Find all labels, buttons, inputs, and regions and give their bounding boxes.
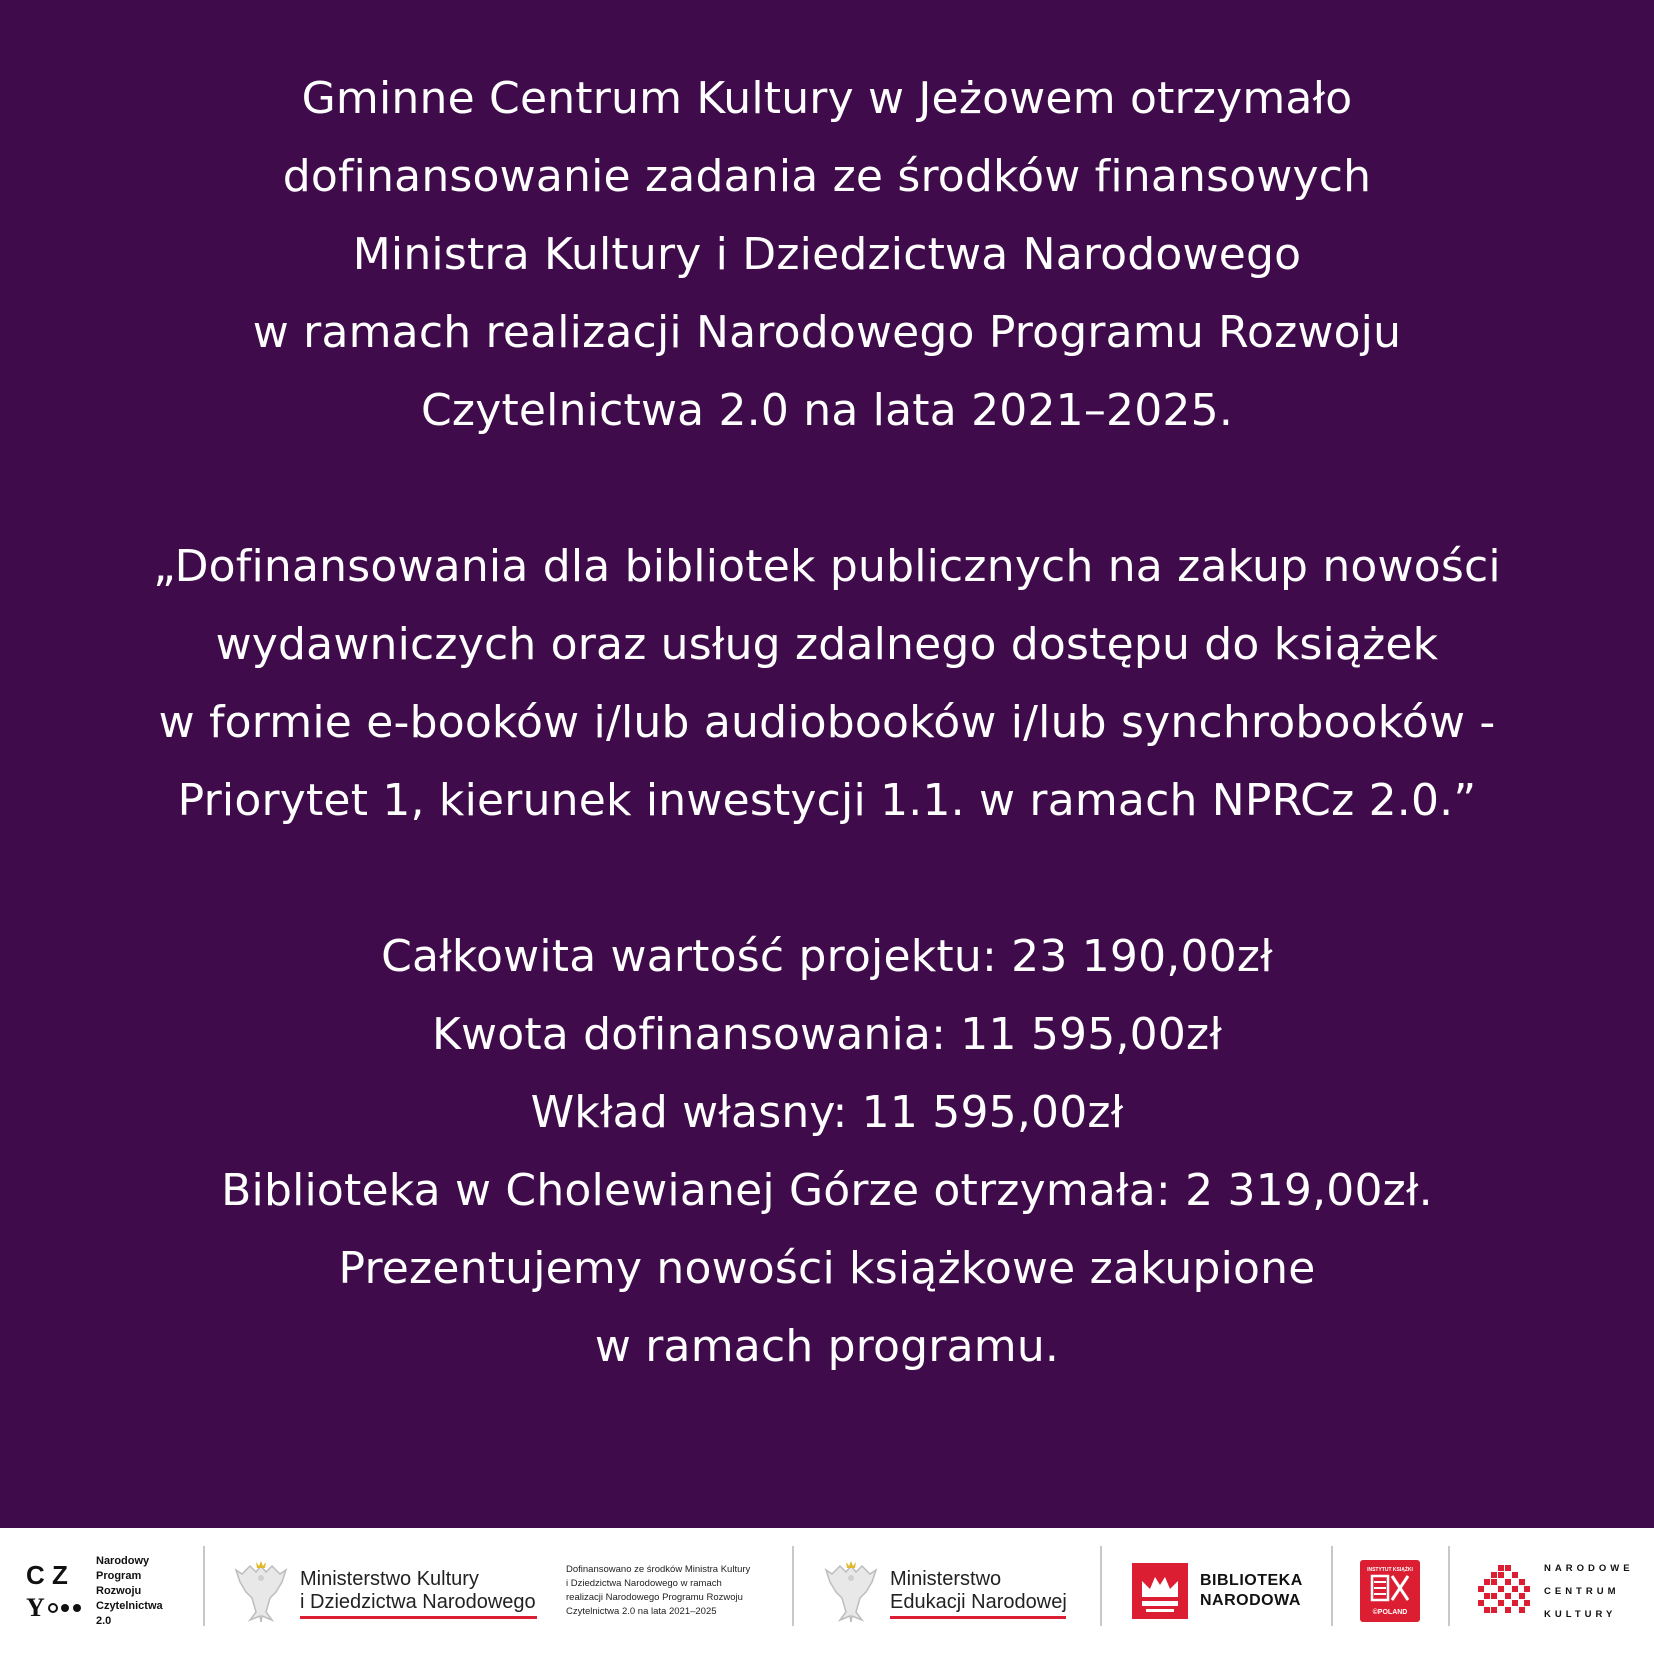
intro-paragraph (40, 60, 1614, 450)
eagle-emblem-icon (232, 1558, 290, 1624)
bn-logo (1132, 1528, 1303, 1654)
quote-line: w formie e-booków i/lub audiobooków i/lub synchrobooków - (158, 697, 1496, 748)
divider (1100, 1546, 1102, 1626)
mkidn-label: Ministerstwo Kultury i Dziedzictwa Narodowego (300, 1568, 536, 1613)
men-label: Ministerstwo Edukacji Narodowej (890, 1568, 1067, 1613)
book-institute-icon (1360, 1560, 1420, 1622)
divider (792, 1546, 794, 1626)
finance-details (40, 918, 1614, 1386)
intro-line: Gminne Centrum Kultury w Jeżowem otrzymało (301, 73, 1353, 124)
funding-note: Dofinansowano ze środków Ministra Kultury i Dziedzictwa Narodowego w ramach realizacji Narodowego Programu Rozwoju Czytelnictwa 2.0 na lata 2021–2025 (566, 1564, 751, 1617)
men-logo (822, 1528, 1067, 1654)
svg-text:©POLAND: ©POLAND (1372, 1609, 1408, 1616)
own-contribution: Wkład własny: 11 595,00zł (530, 1087, 1124, 1138)
divider (1331, 1546, 1333, 1626)
library-amount: Biblioteka w Cholewianej Górze otrzymała: 2 319,00zł. (221, 1165, 1433, 1216)
mkidn-logo (232, 1528, 536, 1654)
presentation-line: Prezentujemy nowości książkowe zakupione (338, 1243, 1316, 1294)
eagle-emblem-icon (822, 1558, 880, 1624)
total-value: Całkowita wartość projektu: 23 190,00zł (381, 931, 1273, 982)
grant-amount: Kwota dofinansowania: 11 595,00zł (431, 1009, 1223, 1060)
quote-line: „Dofinansowania dla bibliotek publicznych na zakup nowości (153, 541, 1501, 592)
mkidn-underline (300, 1616, 537, 1619)
svg-text:Z: Z (52, 1560, 68, 1590)
nprcz-icon (26, 1560, 84, 1622)
sponsor-logo-bar (0, 1528, 1654, 1654)
intro-line: Czytelnictwa 2.0 na lata 2021–2025. (420, 385, 1234, 436)
bn-label: BIBLIOTEKA NARODOWA (1200, 1572, 1303, 1609)
nprcz-label: Narodowy Program Rozwoju Czytelnictwa 2.0 (96, 1554, 163, 1627)
divider (1448, 1546, 1450, 1626)
quote-line: wydawniczych oraz usług zdalnego dostępu do książek (215, 619, 1439, 670)
svg-text:Y: Y (26, 1593, 45, 1622)
nprcz-logo (26, 1528, 163, 1654)
intro-line: Ministra Kultury i Dziedzictwa Narodowego (352, 229, 1302, 280)
presentation-line: w ramach programu. (594, 1321, 1060, 1372)
intro-line: w ramach realizacji Narodowego Programu Rozwoju (252, 307, 1402, 358)
svg-text:C: C (26, 1560, 45, 1590)
quote-line: Priorytet 1, kierunek inwestycji 1.1. w ramach NPRCz 2.0.” (177, 775, 1477, 826)
svg-text:INSTYTUT KSIĄŻKI: INSTYTUT KSIĄŻKI (1367, 1567, 1413, 1573)
nck-label: NARODOWE CENTRUM KULTURY (1544, 1562, 1634, 1620)
program-quote (40, 528, 1614, 840)
divider (203, 1546, 205, 1626)
men-underline (890, 1616, 1066, 1619)
nck-logo (1478, 1528, 1634, 1654)
crown-icon (1132, 1563, 1188, 1619)
nck-pattern-icon (1478, 1565, 1530, 1617)
intro-line: dofinansowanie zadania ze środków finansowych (282, 151, 1372, 202)
ik-logo (1360, 1528, 1420, 1654)
